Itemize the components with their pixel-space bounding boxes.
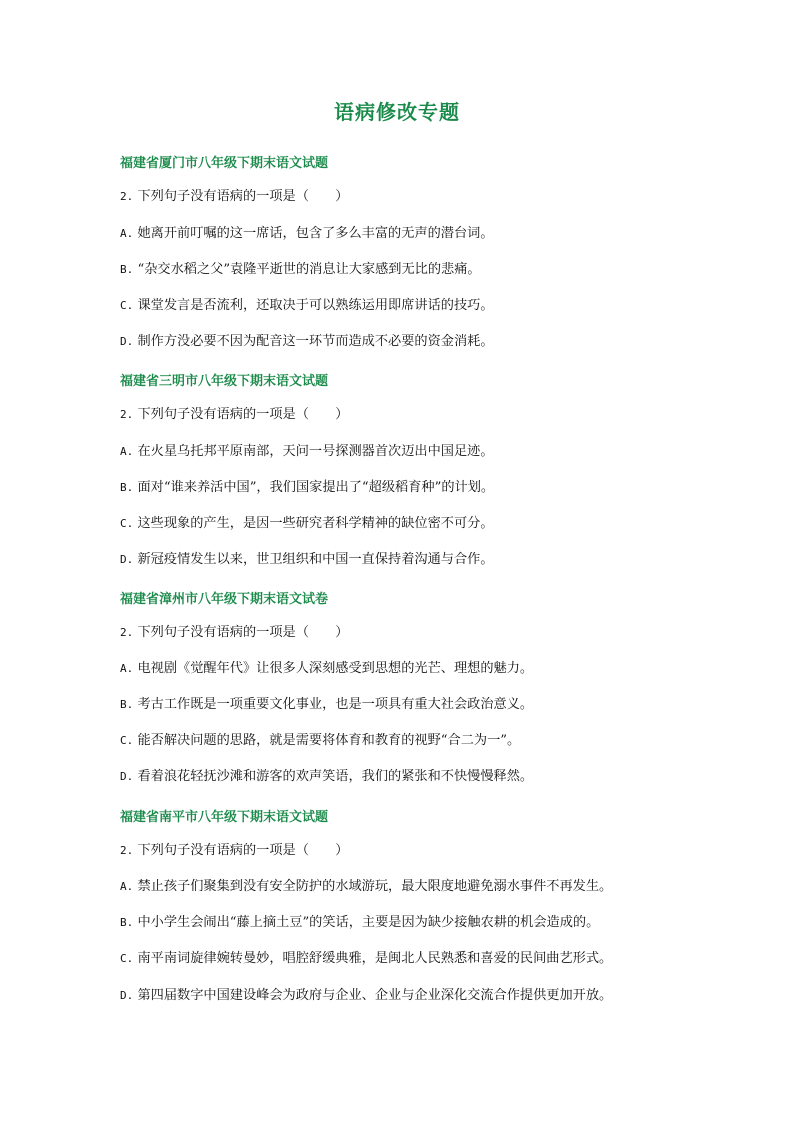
option-letter: B. [120,698,134,711]
option-letter: C. [120,299,134,312]
option-line [120,334,494,350]
option-line [120,879,612,895]
option-text: 考古工作既是一项重要文化事业，也是一项具有重大社会政治意义。 [137,697,534,712]
option-line [120,697,533,713]
option-letter: B. [120,263,134,276]
question-number: 2. [120,626,134,639]
option-letter: B. [120,481,134,494]
option-line [120,226,494,242]
question-number: 2. [120,844,134,857]
option-text: 看着浪花轻抚沙滩和游客的欢声笑语，我们的紧张和不快慢慢释然。 [137,769,534,784]
option-letter: D. [120,553,134,566]
option-letter: D. [120,335,134,348]
option-text: 在火星乌托邦平原南部，天问一号探测器首次迈出中国足迹。 [137,444,494,459]
option-text: 这些现象的产生，是因一些研究者科学精神的缺位密不可分。 [137,516,494,531]
option-text: 第四届数字中国建设峰会为政府与企业、企业与企业深化交流合作提供更加开放。 [137,988,613,1003]
section-heading: 福建省三明市八年级下期末语文试题 [120,374,329,389]
option-line [120,298,494,314]
option-line [120,262,481,278]
option-line [120,480,494,496]
question-line [120,407,348,423]
question-line [120,625,348,641]
option-line [120,661,533,677]
option-text: 新冠疫情发生以来，世卫组织和中国一直保持着沟通与合作。 [137,552,494,567]
option-line [120,444,494,460]
section-heading: 福建省南平市八年级下期末语文试题 [120,810,329,825]
question-text: 下列句子没有语病的一项是（ ） [137,407,349,422]
option-letter: A. [120,227,134,240]
option-line [120,769,533,785]
option-text: 能否解决问题的思路，就是需要将体育和教育的视野“合二为一”。 [137,733,521,748]
section-heading: 福建省漳州市八年级下期末语文试卷 [120,592,329,607]
question-line [120,189,348,205]
question-line [120,843,348,859]
option-letter: C. [120,517,134,530]
option-line [120,516,494,532]
question-text: 下列句子没有语病的一项是（ ） [137,189,349,204]
option-text: 她离开前叮嘱的这一席话，包含了多么丰富的无声的潜台词。 [137,226,494,241]
question-number: 2. [120,408,134,421]
option-text: 禁止孩子们聚集到没有安全防护的水域游玩，最大限度地避免溺水事件不再发生。 [137,879,613,894]
option-line [120,552,494,568]
option-line [120,951,612,967]
option-letter: D. [120,989,134,1002]
question-text: 下列句子没有语病的一项是（ ） [137,843,349,858]
option-letter: C. [120,952,134,965]
option-letter: C. [120,734,134,747]
option-line [120,915,599,931]
option-text: 面对“谁来养活中国”，我们国家提出了“超级稻育种”的计划。 [137,480,495,495]
question-number: 2. [120,190,134,203]
option-letter: B. [120,916,134,929]
question-text: 下列句子没有语病的一项是（ ） [137,625,349,640]
option-text: “杂交水稻之父”袁隆平逝世的消息让大家感到无比的悲痛。 [137,262,481,277]
option-text: 制作方没必要不因为配音这一环节而造成不必要的资金消耗。 [137,334,494,349]
option-letter: A. [120,445,134,458]
option-text: 电视剧《觉醒年代》让很多人深刻感受到思想的光芒、理想的魅力。 [137,661,534,676]
option-text: 中小学生会闹出“藤上摘土豆”的笑话，主要是因为缺少接触农耕的机会造成的。 [137,915,600,930]
option-line [120,988,612,1004]
section-heading: 福建省厦门市八年级下期末语文试题 [120,156,329,171]
option-text: 南平南词旋律婉转曼妙，唱腔舒缓典雅，是闽北人民熟悉和喜爱的民间曲艺形式。 [137,951,613,966]
option-letter: D. [120,770,134,783]
page-title: 语病修改专题 [334,100,460,124]
option-text: 课堂发言是否流利，还取决于可以熟练运用即席讲话的技巧。 [137,298,494,313]
option-line [120,733,520,749]
option-letter: A. [120,880,134,893]
option-letter: A. [120,662,134,675]
